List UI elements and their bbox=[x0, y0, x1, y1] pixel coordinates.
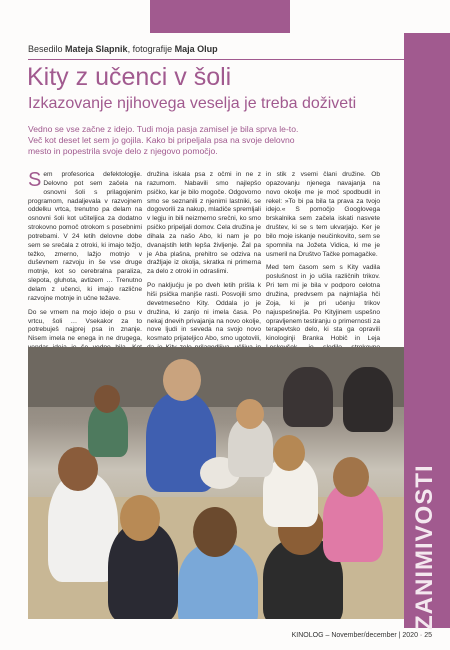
child-head bbox=[120, 495, 160, 541]
article-subtitle: Izkazovanje njihovega veselja je treba doživeti bbox=[28, 95, 357, 112]
child-head bbox=[193, 507, 237, 557]
text-column-2 bbox=[147, 171, 261, 362]
text-column-1: Sem profesorica defektologije. Delovno pot sem začela na osnovni šoli s prilagojenim programom, nadaljevala v razvojnem oddelku vrtca, trenutno pa delam na osnovni šoli kot učiteljica za dodatno strokovno pomoč otrokom s posebnimi potrebami. V 24 letih delovne dobe sem se srečala z otroki, ki imajo težjo, težko, zmerno, lažjo motnjo v duševnem razvoju in še vse druge motnje, kot so cerebralna paraliza, slepota, gluhota, avtizem … Trenutno delam z učenci, ki imajo različne razvojne motnje in učne težave. Do se vrnem na mojo idejo o psu v vrtcu, šoli … Vsekakor za to potrebuješ najprej psa in znanje. Nisem imela ne enega in ne drugega, bbox=[28, 171, 142, 362]
paragraph: in stik z vsemi člani družine. Ob opazovanju njenega navajanja na novo okolje me je moč spodbudil in rekel: »To bi pa bila ta prava za tvojo idejo.« S pomočjo Googlovega brskalnika sem začela iskati nasvete društev, ki se s tem ukvarjajo. Ker je bilo moje iskanje neučinkovito, sem se spomnila na Jožeta Vidica, ki me je usmeril na Društvo Tačke pomagačke. bbox=[266, 171, 380, 258]
child-head bbox=[273, 435, 305, 471]
paragraph: Po nakljućju je po dveh letih prišla k hiši psička manjše rasti. Posvojili smo devetmesečno Kity. Oddala jo je družina, ki zanjo ni imela časa. Po nekaj dnevih privajanja na novo okolje, nove ljudi in seveda na svojo novo kosmato prijateljico Abo, smo ugotovili, bbox=[147, 282, 261, 343]
woman-head bbox=[163, 359, 201, 401]
adult-figure bbox=[343, 367, 393, 432]
article-lead: Vedno se vse začne z idejo. Tudi moja pasja zamisel je bila sprva le-to. Več kot deset let sem jo gojila. Kako bi pripeljala psa na svoje delovno mesto in popestrila svoje delo z njegovo pomočjo. bbox=[28, 124, 299, 156]
paragraph: Do se vrnem na mojo idejo o psu v vrtcu, šoli … Vsekakor za to potrebuješ najprej psa in znanje. Nisem imela ne enega in ne drugega, bbox=[28, 308, 142, 343]
article-title: Kity z učenci v šoli bbox=[27, 63, 232, 91]
paragraph: Med tem časom sem s Kity vadila poslušnost in jo učila različnih trikov. Pri tem mi je bila v podporo celotna družina, predvsem pa najmlajša hči Zoja, ki je pri učenju trikov najuspešnejša. Po Kityjinem uspešno opravljenem testiranju o primernosti za terapevtsko delo, ki sta ga opravili kinologinji Branka Hobič in Leja bbox=[266, 264, 380, 343]
text-column-3 bbox=[266, 171, 380, 362]
header-rule bbox=[28, 59, 404, 60]
section-label: ZANIMIVOSTI bbox=[411, 464, 438, 630]
child-head bbox=[94, 385, 120, 413]
paragraph: družina iskala psa z očmi in ne z razumom. Nabavili smo najlepšo psičko, kar je bilo mogoče. Odgovorno smo se seznanili z njenimi lastniki, se dogovorili za nakup, mladiče spremljali v legju in bili neizmerno srečni, ko smo psičko pripeljali domov. Cela družina je dihala za našo Abo, ki nam je po dvanajstih letih lepša življenje. Žal pa je Aba plašna, prehitro se odziva na dražljaje iz okolja, skratka ni primerna za delo z otroki in odraslimi. bbox=[147, 171, 261, 276]
page-footer: KINOLOG – November/december | 2020 · 25 bbox=[291, 632, 432, 639]
classroom-photo bbox=[28, 347, 404, 619]
drop-cap: S bbox=[28, 169, 42, 191]
child-head bbox=[236, 399, 264, 429]
child-head bbox=[333, 457, 369, 497]
credits-line: Besedilo Mateja Slapnik, fotografije Maja Olup bbox=[28, 44, 218, 54]
top-accent-bar bbox=[150, 0, 290, 33]
adult-figure bbox=[283, 367, 333, 427]
